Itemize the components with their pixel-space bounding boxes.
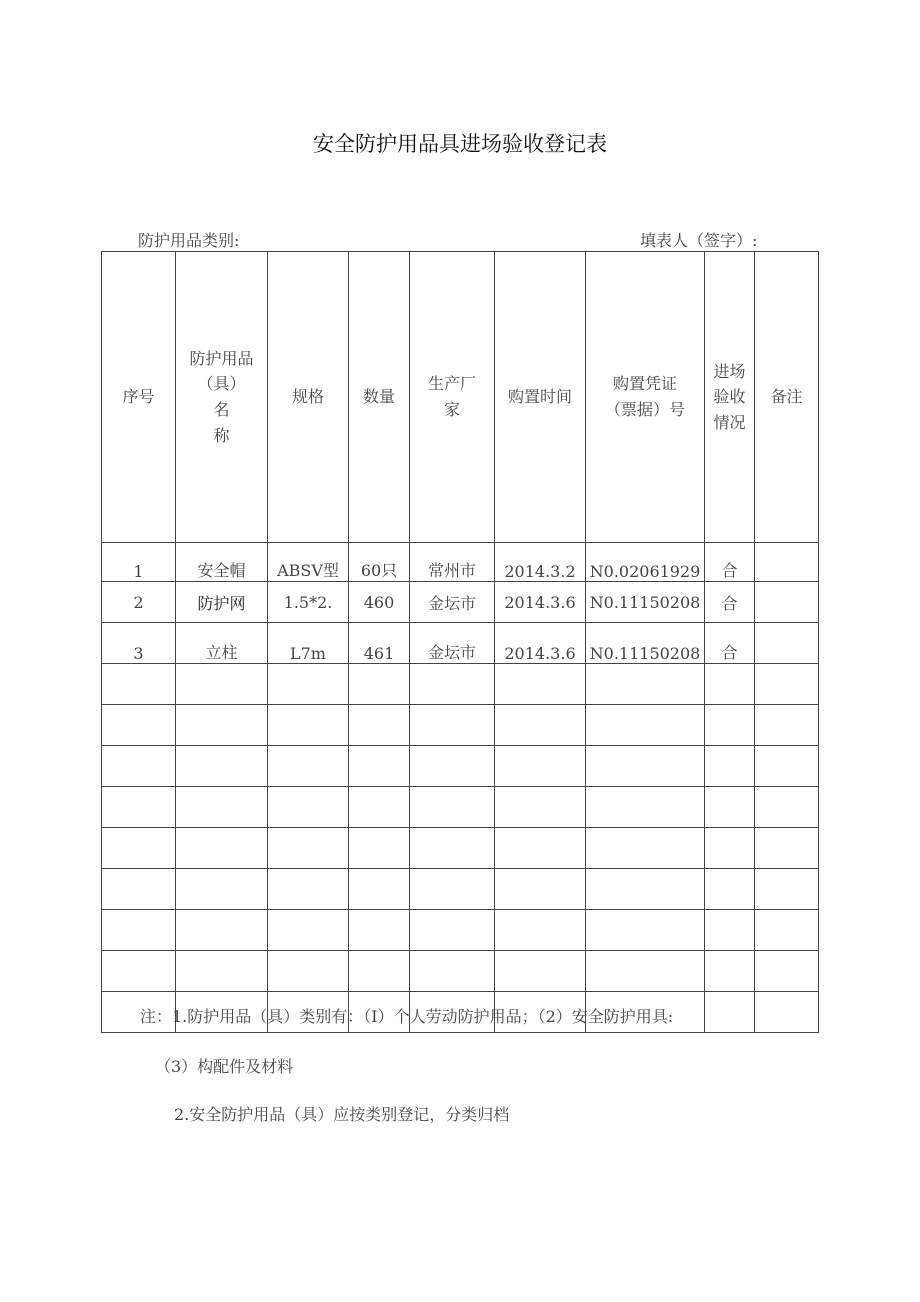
- empty-cell: [268, 951, 349, 992]
- empty-cell: [755, 746, 819, 787]
- cell-remark: [755, 623, 819, 664]
- cell-acceptance: 合: [705, 543, 755, 582]
- cell-qty: 461: [349, 623, 410, 664]
- cell-spec: L7m: [268, 623, 349, 664]
- cell-seq: 1: [102, 543, 176, 582]
- empty-cell: [705, 828, 755, 869]
- header-date: 购置时间: [495, 252, 586, 543]
- table-row: [102, 582, 819, 623]
- cell-name: 立柱: [176, 623, 268, 664]
- empty-cell: [755, 992, 819, 1033]
- header-name-line: 防护用品: [189, 348, 254, 368]
- header-acceptance-line: 进场: [713, 361, 746, 381]
- empty-cell: [495, 869, 586, 910]
- empty-cell: [176, 705, 268, 746]
- empty-cell: [495, 664, 586, 705]
- header-seq: 序号: [102, 252, 176, 543]
- empty-cell: [755, 787, 819, 828]
- empty-cell: [495, 746, 586, 787]
- empty-cell: [349, 705, 410, 746]
- cell-maker: 金坛市: [410, 582, 495, 623]
- table-row: [102, 543, 819, 582]
- cell-qty: 460: [349, 582, 410, 623]
- category-label: 防护用品类别:: [138, 231, 240, 250]
- empty-cell: [176, 828, 268, 869]
- empty-cell: [268, 828, 349, 869]
- cell-voucher: N0.11150208: [586, 582, 705, 623]
- header-name-line: 名: [213, 400, 230, 419]
- empty-cell: [586, 910, 705, 951]
- empty-cell: [586, 828, 705, 869]
- empty-cell: [349, 746, 410, 787]
- header-voucher-line: （票据）号: [604, 400, 685, 419]
- empty-cell: [705, 869, 755, 910]
- empty-cell: [268, 746, 349, 787]
- empty-cell: [410, 664, 495, 705]
- empty-cell: [102, 910, 176, 951]
- cell-date: 2014.3.6: [495, 582, 586, 623]
- empty-cell: [268, 705, 349, 746]
- header-maker: [410, 252, 495, 543]
- header-name-line: 称: [213, 425, 230, 445]
- empty-cell: [102, 828, 176, 869]
- empty-cell: [349, 869, 410, 910]
- empty-cell: [586, 746, 705, 787]
- empty-cell: [268, 869, 349, 910]
- header-voucher-line: 购置凭证: [612, 374, 677, 394]
- cell-qty: 60只: [349, 543, 410, 582]
- empty-cell: [410, 705, 495, 746]
- empty-cell: [586, 869, 705, 910]
- page-title: 安全防护用品具进场验收登记表: [313, 132, 607, 156]
- empty-cell: [705, 951, 755, 992]
- empty-row: [102, 705, 819, 746]
- empty-row: [102, 869, 819, 910]
- empty-cell: [495, 787, 586, 828]
- empty-cell: [176, 869, 268, 910]
- cell-name: 防护网: [176, 582, 268, 623]
- empty-cell: [176, 910, 268, 951]
- empty-cell: [102, 787, 176, 828]
- empty-cell: [349, 828, 410, 869]
- empty-cell: [268, 664, 349, 705]
- empty-cell: [349, 664, 410, 705]
- empty-cell: [410, 787, 495, 828]
- empty-cell: [586, 664, 705, 705]
- empty-cell: [586, 705, 705, 746]
- header-acceptance-line: 验收: [713, 387, 746, 407]
- table-row: [102, 623, 819, 664]
- empty-cell: [268, 910, 349, 951]
- header-maker-line: 生产厂: [427, 374, 476, 394]
- empty-cell: [176, 951, 268, 992]
- header-maker-line: 家: [443, 400, 460, 419]
- empty-cell: [755, 951, 819, 992]
- note-line-3: 2.安全防护用品（具）应按类别登记，分类归档: [174, 1105, 510, 1124]
- empty-row: [102, 951, 819, 992]
- cell-voucher: N0.11150208: [586, 623, 705, 664]
- empty-cell: [705, 910, 755, 951]
- empty-cell: [755, 910, 819, 951]
- cell-spec: 1.5*2.: [268, 582, 349, 623]
- empty-cell: [410, 869, 495, 910]
- empty-cell: [755, 828, 819, 869]
- empty-cell: [176, 746, 268, 787]
- note-line-1: 注：1.防护用品（具）类别有：（I）个人劳动防护用品；（2）安全防护用具:: [140, 1007, 674, 1026]
- empty-cell: [705, 746, 755, 787]
- empty-cell: [410, 746, 495, 787]
- header-name: [176, 252, 268, 543]
- empty-cell: [102, 951, 176, 992]
- cell-date: 2014.3.2: [495, 543, 586, 582]
- empty-row: [102, 664, 819, 705]
- registration-table: [101, 251, 819, 1033]
- empty-cell: [586, 787, 705, 828]
- empty-cell: [102, 705, 176, 746]
- empty-cell: [586, 951, 705, 992]
- empty-cell: [495, 951, 586, 992]
- empty-row: [102, 746, 819, 787]
- header-acceptance-line: 情况: [713, 412, 746, 432]
- cell-maker: 常州市: [410, 543, 495, 582]
- cell-name: 安全帽: [176, 543, 268, 582]
- header-spec: 规格: [268, 252, 349, 543]
- cell-seq: 3: [102, 623, 176, 664]
- empty-cell: [176, 664, 268, 705]
- cell-acceptance: 合: [705, 582, 755, 623]
- empty-row: [102, 910, 819, 951]
- empty-cell: [349, 910, 410, 951]
- cell-voucher: N0.02061929: [586, 543, 705, 582]
- empty-cell: [705, 705, 755, 746]
- cell-spec: ABSV型: [268, 543, 349, 582]
- header-remark: 备注: [755, 252, 819, 543]
- empty-cell: [755, 705, 819, 746]
- empty-row: [102, 828, 819, 869]
- empty-row: [102, 787, 819, 828]
- cell-seq: 2: [102, 582, 176, 623]
- empty-cell: [495, 705, 586, 746]
- empty-cell: [495, 910, 586, 951]
- empty-cell: [102, 664, 176, 705]
- cell-remark: [755, 582, 819, 623]
- cell-acceptance: 合: [705, 623, 755, 664]
- empty-cell: [102, 869, 176, 910]
- empty-cell: [268, 787, 349, 828]
- empty-cell: [349, 951, 410, 992]
- header-voucher: [586, 252, 705, 543]
- empty-cell: [176, 787, 268, 828]
- header-acceptance: [705, 252, 755, 543]
- header-row: [102, 252, 819, 543]
- header-qty: 数量: [349, 252, 410, 543]
- empty-cell: [410, 951, 495, 992]
- empty-cell: [705, 664, 755, 705]
- empty-cell: [410, 828, 495, 869]
- note-line-2: （3）构配件及材料: [155, 1057, 294, 1076]
- cell-remark: [755, 543, 819, 582]
- filler-signature-label: 填表人（签字）:: [640, 231, 758, 250]
- cell-maker: 金坛市: [410, 623, 495, 664]
- empty-cell: [410, 910, 495, 951]
- empty-cell: [495, 828, 586, 869]
- empty-cell: [755, 664, 819, 705]
- empty-cell: [705, 992, 755, 1033]
- empty-cell: [705, 787, 755, 828]
- empty-cell: [349, 787, 410, 828]
- header-name-line: （具）: [197, 374, 246, 394]
- empty-cell: [755, 869, 819, 910]
- empty-cell: [102, 746, 176, 787]
- cell-date: 2014.3.6: [495, 623, 586, 664]
